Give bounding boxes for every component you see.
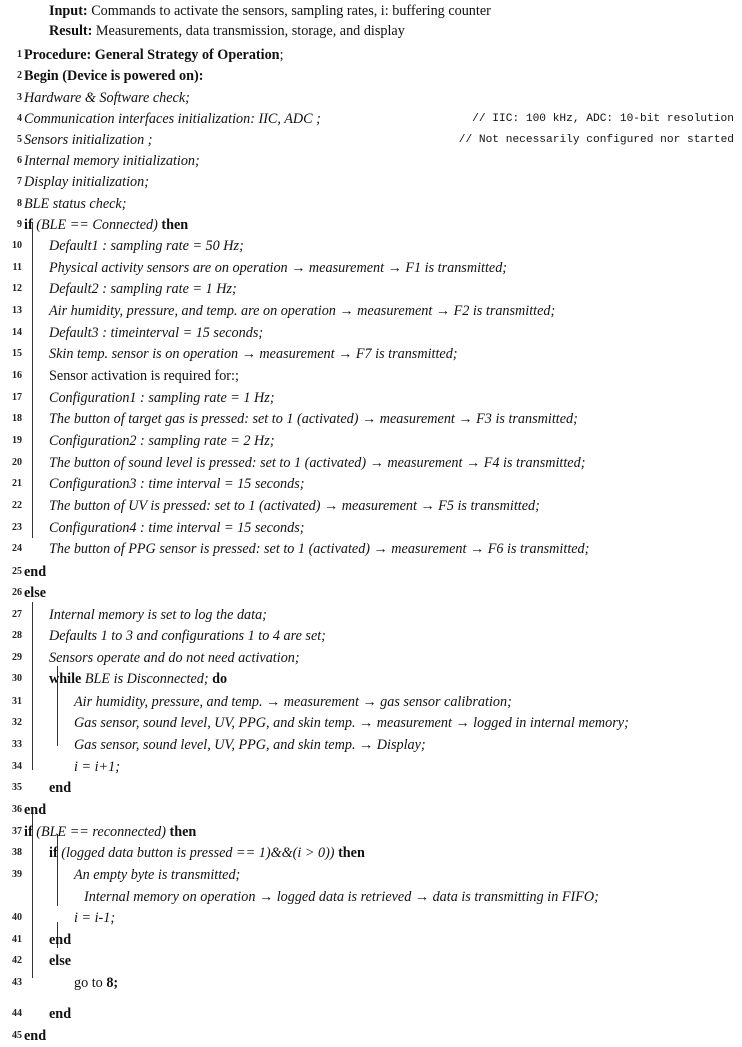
- algorithm-line: [0, 193, 742, 215]
- line-number: 25: [12, 566, 22, 577]
- line-text: [49, 777, 71, 799]
- algorithm-line: [0, 300, 742, 322]
- code-comment: // Not necessarily configured nor started: [458, 134, 734, 146]
- line-segment: ;: [279, 47, 284, 63]
- line-segment: Configuration3 : time interval = 15 seconds;: [49, 476, 305, 492]
- line-text: [74, 907, 115, 929]
- line-segment: do: [212, 671, 228, 687]
- algorithm-line: [0, 387, 742, 409]
- input-text: Commands to activate the sensors, sampling rates, i: buffering counter: [91, 3, 491, 19]
- algorithm-line: [0, 343, 742, 365]
- algorithm-line: [0, 821, 742, 843]
- line-number: 39: [12, 869, 22, 880]
- line-text: [74, 756, 120, 778]
- line-number: 23: [12, 522, 22, 533]
- line-number: 7: [17, 176, 22, 187]
- line-number: 33: [12, 739, 22, 750]
- line-segment: else: [24, 585, 47, 601]
- line-number: 3: [17, 92, 22, 103]
- line-text: [74, 712, 629, 734]
- line-text: [49, 668, 227, 690]
- line-text: [24, 87, 190, 109]
- line-text: [24, 193, 126, 215]
- line-text: [49, 517, 304, 539]
- line-segment: The button of target gas is pressed: set to 1 (activated) → measurement → F3 is transmitted;: [49, 411, 578, 427]
- algorithm-line: [0, 691, 742, 713]
- line-number: 1: [17, 49, 22, 60]
- line-segment: (logged data button is pressed == 1)&&(i > 0)): [61, 845, 339, 861]
- algorithm-line: [0, 604, 742, 626]
- algorithm-line: [0, 44, 742, 66]
- algorithm-line: [0, 278, 742, 300]
- line-segment: if: [49, 845, 62, 861]
- line-text: [49, 430, 275, 452]
- algorithm-line: [0, 756, 742, 778]
- line-segment: Sensors initialization ;: [24, 132, 153, 148]
- line-number: 19: [12, 435, 22, 446]
- algorithm-line: [0, 625, 742, 647]
- algorithm-line: [0, 452, 742, 474]
- line-text: [49, 343, 458, 365]
- line-text: [49, 452, 585, 474]
- line-text: [49, 950, 71, 972]
- line-text: [49, 929, 71, 951]
- line-text: [49, 387, 275, 409]
- line-segment: Display initialization;: [24, 174, 149, 190]
- algorithm-result: [49, 20, 405, 42]
- line-number: 40: [12, 912, 22, 923]
- line-number: 12: [12, 283, 22, 294]
- line-segment: end: [49, 1006, 72, 1023]
- line-segment: An empty byte is transmitted;: [74, 867, 241, 883]
- line-text: [49, 647, 300, 669]
- line-segment: BLE status check;: [24, 196, 127, 212]
- line-text: [74, 691, 512, 713]
- line-segment: Air humidity, pressure, and temp. → measurement → gas sensor calibration;: [74, 694, 512, 710]
- line-number: 35: [12, 782, 22, 793]
- algorithm-line: [0, 668, 742, 690]
- line-text: [24, 582, 46, 604]
- line-text: [24, 171, 149, 193]
- line-segment: The button of PPG sensor is pressed: set to 1 (activated) → measurement → F6 is transmitted;: [49, 541, 590, 557]
- algorithm-line: [0, 886, 742, 908]
- algorithm-line: [0, 712, 742, 734]
- algorithm-line: [0, 864, 742, 886]
- line-text: [24, 44, 284, 66]
- algorithm-line: [0, 950, 742, 972]
- algorithm-line: [0, 150, 742, 172]
- line-segment: i = i-1;: [74, 910, 116, 926]
- algorithm-line: [0, 734, 742, 756]
- algorithm-line: [0, 1003, 742, 1025]
- algorithm-line: [0, 561, 742, 583]
- line-text: [24, 1025, 46, 1047]
- line-text: [49, 257, 507, 279]
- line-number: 24: [12, 543, 22, 554]
- algorithm-line: [0, 1025, 742, 1047]
- line-segment: then: [338, 845, 365, 861]
- line-text: [49, 538, 589, 560]
- line-segment: while: [49, 671, 85, 687]
- line-text: [84, 886, 599, 908]
- line-segment: Default3 : timeinterval = 15 seconds;: [49, 325, 264, 341]
- line-number: 15: [12, 348, 22, 359]
- line-segment: Sensor activation is required for:;: [49, 368, 239, 384]
- line-text: [49, 1003, 71, 1025]
- line-number: 34: [12, 761, 22, 772]
- algorithm-line: [0, 171, 742, 193]
- line-number: 41: [12, 934, 22, 945]
- line-segment: Skin temp. sensor is on operation → measurement → F7 is transmitted;: [49, 346, 458, 362]
- algorithm-line: [0, 517, 742, 539]
- algorithm-line: [0, 473, 742, 495]
- algorithm-line: [0, 322, 742, 344]
- line-number: 37: [12, 826, 22, 837]
- line-number: 26: [12, 587, 22, 598]
- algorithm-line: [0, 430, 742, 452]
- line-text: [24, 561, 46, 583]
- line-number: 13: [12, 305, 22, 316]
- line-text: [24, 108, 321, 130]
- line-segment: Sensors operate and do not need activation;: [49, 650, 300, 666]
- line-segment: Internal memory initialization;: [24, 153, 200, 169]
- line-number: 21: [12, 478, 22, 489]
- line-segment: if: [24, 824, 37, 840]
- line-segment: Configuration4 : time interval = 15 seconds;: [49, 520, 305, 536]
- line-segment: Begin (Device is powered on):: [24, 68, 204, 84]
- line-number: 20: [12, 457, 22, 468]
- algorithm-line: [0, 129, 742, 151]
- line-number: 42: [12, 955, 22, 966]
- line-segment: end: [24, 1028, 47, 1044]
- line-segment: end: [24, 802, 47, 818]
- line-segment: The button of UV is pressed: set to 1 (activated) → measurement → F5 is transmitted;: [49, 498, 540, 514]
- line-segment: Hardware & Software check;: [24, 90, 190, 106]
- line-text: [24, 150, 200, 172]
- line-number: 27: [12, 609, 22, 620]
- algorithm-input: [49, 0, 491, 22]
- line-number: 6: [17, 155, 22, 166]
- line-text: [74, 734, 426, 756]
- algorithm-line: [0, 842, 742, 864]
- line-number: 32: [12, 717, 22, 728]
- line-number: 44: [12, 1008, 22, 1020]
- line-number: 2: [17, 70, 22, 81]
- line-text: [24, 821, 196, 843]
- line-segment: end: [49, 932, 72, 948]
- line-text: [24, 65, 203, 87]
- line-segment: 8;: [106, 975, 119, 991]
- line-text: [49, 842, 365, 864]
- line-number: 17: [12, 392, 22, 403]
- line-number: 36: [12, 804, 22, 815]
- line-segment: Internal memory on operation → logged data is retrieved → data is transmitting in FIFO;: [84, 889, 599, 905]
- line-text: [49, 473, 304, 495]
- line-number: 14: [12, 327, 22, 338]
- line-text: [49, 300, 555, 322]
- line-text: [24, 129, 152, 151]
- result-text: Measurements, data transmission, storage, and display: [95, 23, 405, 39]
- line-segment: Communication interfaces initialization: IIC, ADC ;: [24, 111, 321, 127]
- result-label: Result:: [49, 23, 93, 39]
- line-text: [49, 365, 239, 387]
- line-number: 10: [12, 240, 22, 251]
- line-segment: Configuration1 : sampling rate = 1 Hz;: [49, 390, 275, 406]
- line-number: 8: [17, 198, 22, 209]
- line-number: 30: [12, 673, 22, 684]
- line-segment: Default2 : sampling rate = 1 Hz;: [49, 281, 237, 297]
- algorithm-line: [0, 799, 742, 821]
- line-text: [49, 604, 267, 626]
- line-text: [74, 864, 240, 886]
- algorithm-line: [0, 929, 742, 951]
- line-text: [24, 799, 46, 821]
- line-segment: Procedure: General Strategy of Operation: [24, 47, 280, 63]
- line-number: 38: [12, 847, 22, 858]
- line-text: [74, 972, 118, 994]
- line-number: 9: [17, 219, 22, 230]
- algorithm-line: [0, 582, 742, 604]
- algorithm-line: [0, 365, 742, 387]
- line-number: 31: [12, 696, 22, 707]
- algorithm-line: [0, 907, 742, 929]
- algorithm-line: [0, 257, 742, 279]
- line-segment: i = i+1;: [74, 759, 120, 775]
- line-segment: Air humidity, pressure, and temp. are on operation → measurement → F2 is transmitted;: [49, 303, 556, 319]
- algorithm-line: [0, 647, 742, 669]
- line-segment: then: [161, 217, 189, 233]
- line-text: [49, 495, 540, 517]
- input-label: Input:: [49, 3, 88, 19]
- line-segment: end: [24, 564, 47, 580]
- line-segment: (BLE == reconnected): [36, 824, 170, 840]
- line-segment: then: [169, 824, 197, 840]
- line-number: 29: [12, 652, 22, 663]
- algorithm-line: [0, 65, 742, 87]
- line-number: 16: [12, 370, 22, 381]
- algorithm-line: [0, 87, 742, 109]
- line-segment: Default1 : sampling rate = 50 Hz;: [49, 238, 244, 254]
- line-segment: Gas sensor, sound level, UV, PPG, and skin temp. → measurement → logged in internal memory;: [74, 715, 629, 731]
- line-text: [24, 214, 188, 236]
- line-segment: (BLE == Connected): [36, 217, 162, 233]
- line-text: [49, 322, 263, 344]
- line-number: 43: [12, 977, 22, 988]
- line-segment: Configuration2 : sampling rate = 2 Hz;: [49, 433, 275, 449]
- line-number: 22: [12, 500, 22, 511]
- line-segment: Physical activity sensors are on operation → measurement → F1 is transmitted;: [49, 260, 508, 276]
- line-segment: end: [49, 780, 72, 796]
- algorithm-line: [0, 214, 742, 236]
- line-text: [49, 235, 244, 257]
- line-segment: Internal memory is set to log the data;: [49, 607, 267, 623]
- line-segment: else: [49, 953, 72, 969]
- line-number: 5: [17, 134, 22, 145]
- code-comment: // IIC: 100 kHz, ADC: 10-bit resolution: [472, 113, 734, 125]
- line-segment: go to: [74, 975, 107, 991]
- line-segment: BLE is Disconnected;: [84, 671, 213, 687]
- line-number: 18: [12, 413, 22, 424]
- line-number: 4: [17, 113, 22, 124]
- line-number: 45: [12, 1030, 22, 1041]
- line-segment: The button of sound level is pressed: set to 1 (activated) → measurement → F4 is transmitted;: [49, 455, 586, 471]
- line-text: [49, 408, 578, 430]
- line-segment: Gas sensor, sound level, UV, PPG, and skin temp. → Display;: [74, 737, 426, 753]
- line-segment: if: [24, 217, 37, 233]
- line-text: [49, 625, 326, 647]
- algorithm-line: [0, 777, 742, 799]
- algorithm-line: [0, 108, 742, 130]
- line-number: 11: [12, 262, 22, 273]
- line-text: [49, 278, 237, 300]
- algorithm-line: [0, 408, 742, 430]
- algorithm-line: [0, 538, 742, 560]
- algorithm-line: [0, 972, 742, 994]
- line-number: 28: [12, 630, 22, 641]
- algorithm-line: [0, 495, 742, 517]
- algorithm-line: [0, 235, 742, 257]
- line-segment: Defaults 1 to 3 and configurations 1 to 4 are set;: [49, 628, 326, 644]
